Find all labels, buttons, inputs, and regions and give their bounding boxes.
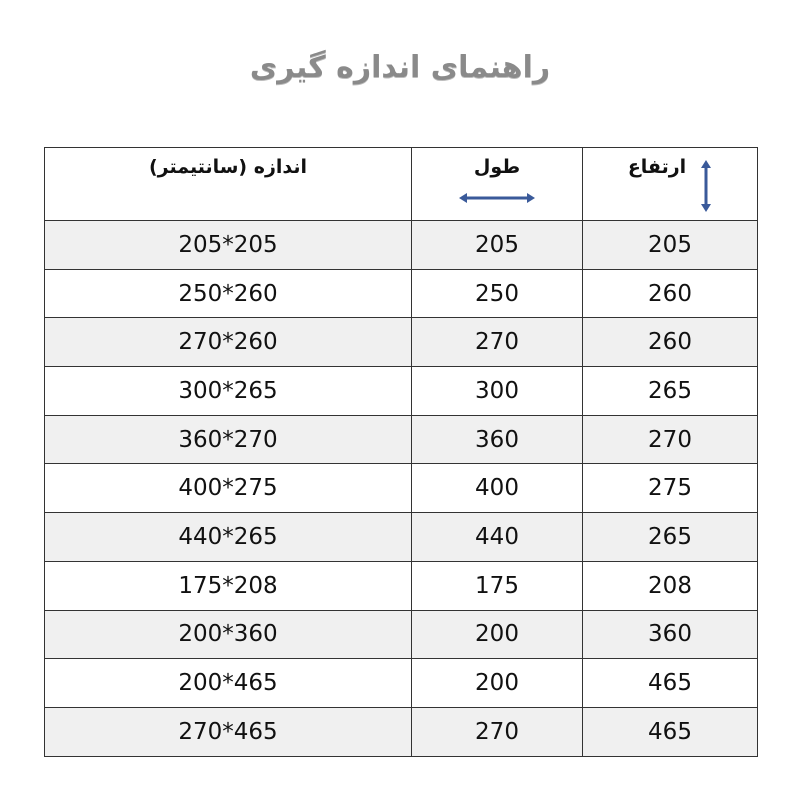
cell-height: 205 <box>583 221 758 270</box>
cell-length: 270 <box>412 318 583 367</box>
size-guide-table <box>44 147 758 757</box>
cell-size: 175*208 <box>45 561 412 610</box>
cell-height: 465 <box>583 659 758 708</box>
cell-height: 465 <box>583 707 758 756</box>
table-row <box>45 269 758 318</box>
cell-size: 200*465 <box>45 659 412 708</box>
cell-length: 205 <box>412 221 583 270</box>
cell-height: 260 <box>583 318 758 367</box>
cell-size: 200*360 <box>45 610 412 659</box>
page-title: راهنمای اندازه گیری <box>249 50 551 85</box>
cell-length: 250 <box>412 269 583 318</box>
table-row <box>45 318 758 367</box>
header-length-label: طول <box>473 156 521 178</box>
cell-height: 265 <box>583 367 758 416</box>
table-row <box>45 610 758 659</box>
header-length <box>412 148 583 221</box>
horizontal-double-arrow-icon <box>459 192 535 204</box>
vertical-double-arrow-icon <box>700 160 712 212</box>
header-size <box>45 148 412 221</box>
cell-size: 440*265 <box>45 513 412 562</box>
cell-length: 200 <box>412 659 583 708</box>
cell-size: 250*260 <box>45 269 412 318</box>
header-height <box>583 148 758 221</box>
cell-length: 440 <box>412 513 583 562</box>
table-row <box>45 415 758 464</box>
table-row <box>45 659 758 708</box>
cell-height: 360 <box>583 610 758 659</box>
table-row <box>45 707 758 756</box>
cell-size: 270*260 <box>45 318 412 367</box>
cell-height: 208 <box>583 561 758 610</box>
cell-size: 400*275 <box>45 464 412 513</box>
table-row <box>45 367 758 416</box>
cell-height: 270 <box>583 415 758 464</box>
header-height-label: ارتفاع <box>627 156 687 178</box>
cell-length: 200 <box>412 610 583 659</box>
cell-length: 300 <box>412 367 583 416</box>
table-row <box>45 464 758 513</box>
cell-height: 260 <box>583 269 758 318</box>
cell-height: 265 <box>583 513 758 562</box>
table-row <box>45 561 758 610</box>
cell-length: 270 <box>412 707 583 756</box>
cell-length: 360 <box>412 415 583 464</box>
header-size-label: اندازه (سانتیمتر) <box>148 156 308 178</box>
cell-height: 275 <box>583 464 758 513</box>
cell-length: 175 <box>412 561 583 610</box>
cell-length: 400 <box>412 464 583 513</box>
cell-size: 300*265 <box>45 367 412 416</box>
header-row <box>45 148 758 221</box>
table-row <box>45 221 758 270</box>
cell-size: 205*205 <box>45 221 412 270</box>
table-row <box>45 513 758 562</box>
cell-size: 270*465 <box>45 707 412 756</box>
cell-size: 360*270 <box>45 415 412 464</box>
